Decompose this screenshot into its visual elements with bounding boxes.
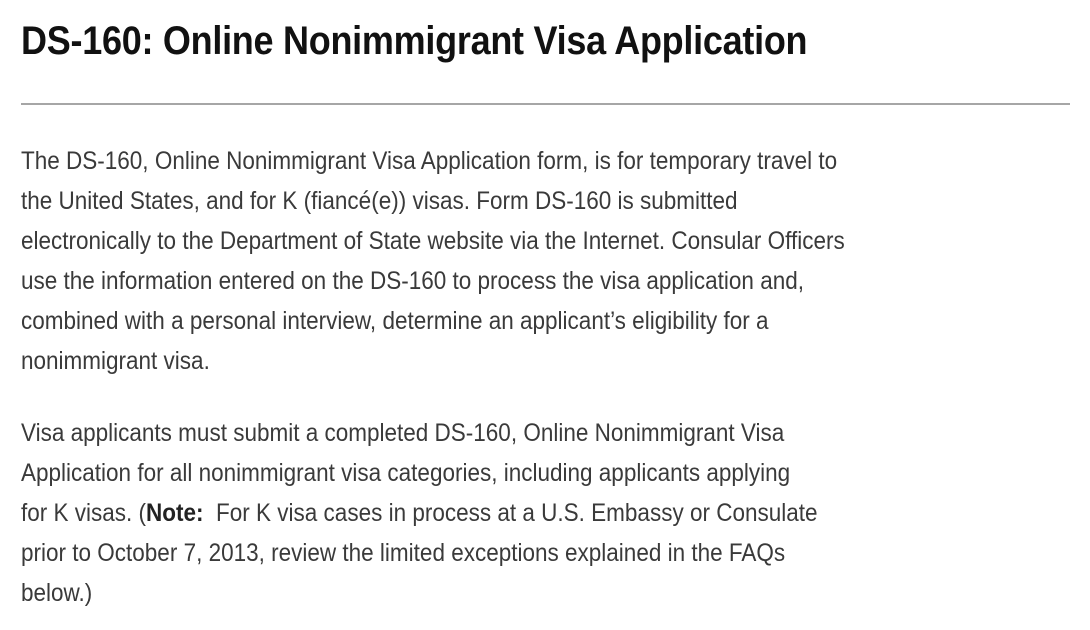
requirements-paragraph: [21, 413, 1070, 613]
note-text: For K visa cases in process at a U.S. Embassy or Consulate: [203, 499, 818, 527]
paragraph-line: the United States, and for K (fiancé(e)) visas. Form DS-160 is submitted: [21, 187, 738, 215]
paragraph-line: electronically to the Department of State website via the Internet. Consular Officers: [21, 227, 845, 255]
paragraph-line: prior to October 7, 2013, review the limited exceptions explained in the FAQs: [21, 539, 786, 567]
paragraph-line: The DS-160, Online Nonimmigrant Visa Application form, is for temporary travel to: [21, 147, 838, 175]
paragraph-line: below.): [21, 579, 93, 607]
paragraph-line: Application for all nonimmigrant visa categories, including applicants applying: [21, 459, 791, 487]
intro-paragraph: [21, 141, 1070, 381]
title-divider: [21, 103, 1070, 105]
page-content: [21, 0, 1070, 607]
paragraph-line: use the information entered on the DS-160 to process the visa application and,: [21, 267, 804, 295]
paragraph-line: Visa applicants must submit a completed DS-160, Online Nonimmigrant Visa: [21, 419, 785, 447]
page-title: DS-160: Online Nonimmigrant Visa Application: [21, 19, 808, 63]
paragraph-line: nonimmigrant visa.: [21, 347, 210, 375]
paragraph-line-with-note: [21, 493, 965, 533]
paragraph-line: combined with a personal interview, determine an applicant’s eligibility for a: [21, 307, 769, 335]
note-label: Note:: [146, 499, 204, 527]
note-lead-text: for K visas. (: [21, 499, 147, 527]
